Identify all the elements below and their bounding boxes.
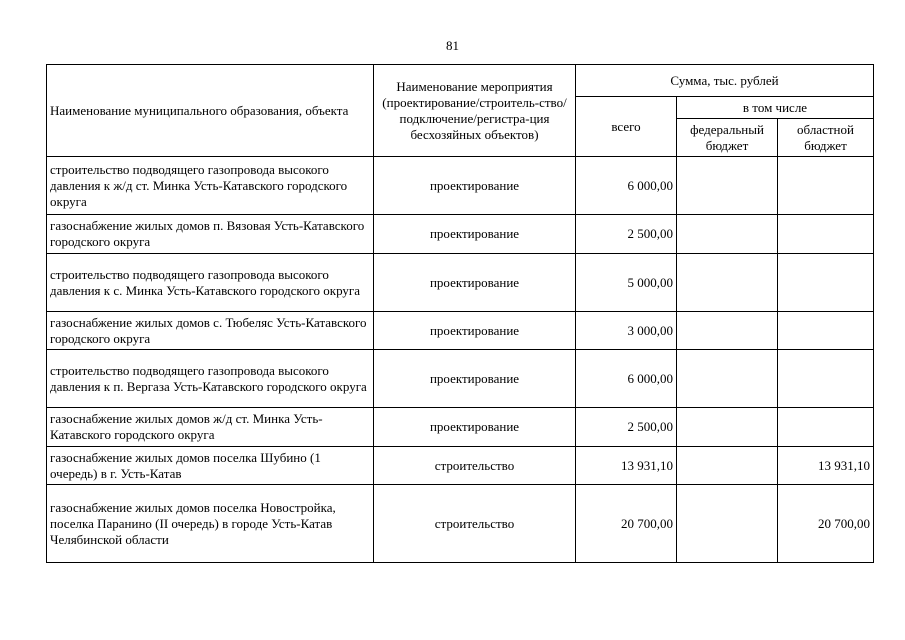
total-cell: 20 700,00 [576, 485, 677, 563]
object-name-cell: газоснабжение жилых домов с. Тюбеляс Усть-Катавского городского округа [47, 312, 374, 350]
regional-cell [778, 215, 874, 254]
regional-cell [778, 254, 874, 312]
federal-cell [677, 447, 778, 485]
federal-cell [677, 215, 778, 254]
total-cell: 2 500,00 [576, 408, 677, 447]
table-row [47, 157, 874, 215]
table-row [47, 447, 874, 485]
object-name-cell: строительство подводящего газопровода высокого давления к ж/д ст. Минка Усть-Катавского городского округа [47, 157, 374, 215]
object-name-cell: строительство подводящего газопровода высокого давления к с. Минка Усть-Катавского городского округа [47, 254, 374, 312]
regional-cell [778, 312, 874, 350]
table-row [47, 408, 874, 447]
object-name-cell: газоснабжение жилых домов поселка Новостройка, поселка Паранино (II очередь) в городе Усть-Катав Челябинской области [47, 485, 374, 563]
event-cell: проектирование [374, 408, 576, 447]
event-cell: проектирование [374, 157, 576, 215]
object-name-cell: газоснабжение жилых домов ж/д ст. Минка Усть-Катавского городского округа [47, 408, 374, 447]
event-cell: проектирование [374, 350, 576, 408]
object-name-cell: газоснабжение жилых домов п. Вязовая Усть-Катавского городского округа [47, 215, 374, 254]
regional-cell [778, 157, 874, 215]
header-row-1 [47, 65, 874, 97]
object-name-cell: газоснабжение жилых домов поселка Шубино (1 очередь) в г. Усть-Катав [47, 447, 374, 485]
regional-cell: 13 931,10 [778, 447, 874, 485]
event-cell: строительство [374, 485, 576, 563]
federal-cell [677, 408, 778, 447]
table-row [47, 254, 874, 312]
header-including: в том числе [677, 97, 874, 119]
regional-cell [778, 350, 874, 408]
federal-cell [677, 485, 778, 563]
header-regional: областной бюджет [778, 119, 874, 157]
header-sum: Сумма, тыс. рублей [576, 65, 874, 97]
event-cell: проектирование [374, 215, 576, 254]
total-cell: 3 000,00 [576, 312, 677, 350]
total-cell: 2 500,00 [576, 215, 677, 254]
header-total: всего [576, 97, 677, 157]
event-cell: проектирование [374, 312, 576, 350]
object-name-cell: строительство подводящего газопровода высокого давления к п. Вергаза Усть-Катавского городского округа [47, 350, 374, 408]
total-cell: 6 000,00 [576, 157, 677, 215]
total-cell: 13 931,10 [576, 447, 677, 485]
page-number: 81 [446, 38, 459, 53]
regional-cell: 20 700,00 [778, 485, 874, 563]
header-event: Наименование мероприятия (проектирование/строитель-ство/подключение/регистра-ция бесхозяйных объектов) [374, 65, 576, 157]
funding-table [46, 64, 874, 563]
federal-cell [677, 312, 778, 350]
federal-cell [677, 254, 778, 312]
total-cell: 6 000,00 [576, 350, 677, 408]
header-name: Наименование муниципального образования, объекта [47, 65, 374, 157]
federal-cell [677, 157, 778, 215]
table-row [47, 312, 874, 350]
table-row [47, 215, 874, 254]
table-row [47, 485, 874, 563]
regional-cell [778, 408, 874, 447]
federal-cell [677, 350, 778, 408]
event-cell: проектирование [374, 254, 576, 312]
total-cell: 5 000,00 [576, 254, 677, 312]
table-row [47, 350, 874, 408]
event-cell: строительство [374, 447, 576, 485]
header-federal: федеральный бюджет [677, 119, 778, 157]
